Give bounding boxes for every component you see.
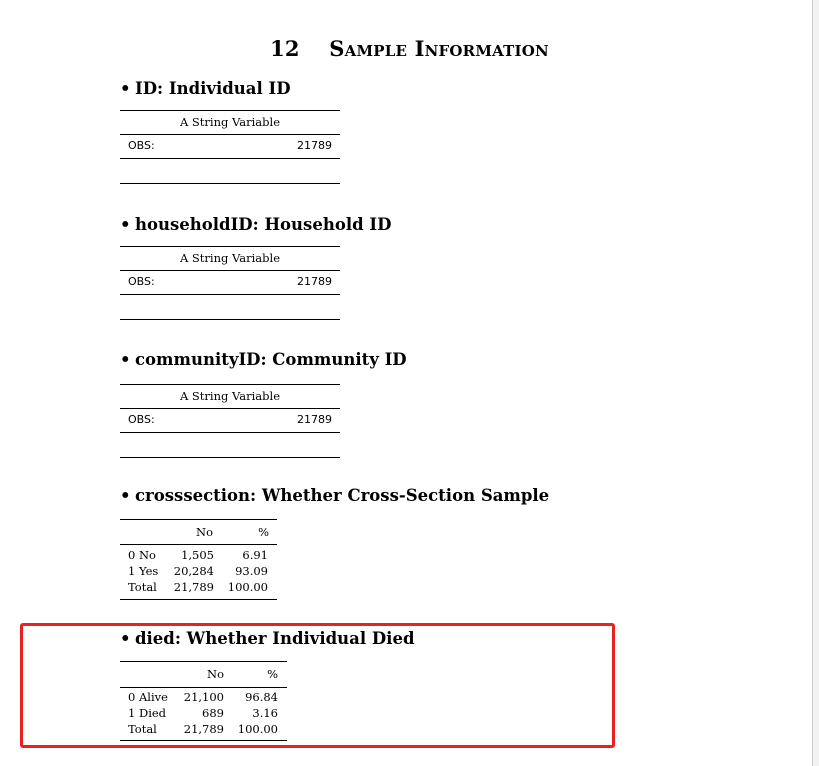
section-heading <box>0 36 819 61</box>
variable-name: died: Whether Individual Died <box>135 629 415 648</box>
variable-name: crosssection: Whether Cross-Section Sample <box>135 486 550 505</box>
row-percent: 3.16 <box>252 706 278 720</box>
row-count: 21,789 <box>173 580 214 594</box>
row-percent: 93.09 <box>235 564 268 578</box>
table-caption: A String Variable <box>179 389 281 403</box>
section-number: 12 <box>270 36 300 61</box>
obs-label: OBS: <box>128 413 155 426</box>
column-header-no: No <box>196 525 213 539</box>
table-caption: A String Variable <box>179 115 281 129</box>
obs-label: OBS: <box>128 275 155 288</box>
row-percent: 96.84 <box>245 690 278 704</box>
row-percent: 100.00 <box>227 580 268 594</box>
row-count: 20,284 <box>173 564 214 578</box>
column-header-pct: % <box>258 525 269 539</box>
variable-heading: • communityID: Community ID <box>120 350 407 369</box>
obs-value: 21789 <box>297 275 332 288</box>
obs-label: OBS: <box>128 139 155 152</box>
row-label: 0 Alive <box>128 690 168 704</box>
row-label: 1 Yes <box>128 564 159 578</box>
variable-name: communityID: Community ID <box>135 350 407 369</box>
table-caption: A String Variable <box>179 251 281 265</box>
row-label: Total <box>128 580 157 594</box>
row-count: 689 <box>202 706 224 720</box>
section-title: Sample Information <box>329 36 549 61</box>
variable-heading: • crosssection: Whether Cross-Section Sample <box>120 486 550 505</box>
row-label: 1 Died <box>128 706 167 720</box>
column-header-no: No <box>207 667 224 681</box>
obs-value: 21789 <box>297 139 332 152</box>
variable-name: ID: Individual ID <box>135 79 291 98</box>
row-percent: 6.91 <box>242 548 268 562</box>
page-edge <box>812 0 819 766</box>
variable-heading: • householdID: Household ID <box>120 215 392 234</box>
obs-value: 21789 <box>297 413 332 426</box>
row-count: 1,505 <box>181 548 214 562</box>
column-header-pct: % <box>267 667 278 681</box>
row-percent: 100.00 <box>237 722 278 736</box>
variable-heading: • died: Whether Individual Died <box>120 629 415 648</box>
row-count: 21,789 <box>183 722 224 736</box>
row-label: Total <box>128 722 157 736</box>
variable-heading: • ID: Individual ID <box>120 79 291 98</box>
row-label: 0 No <box>128 548 156 562</box>
row-count: 21,100 <box>183 690 224 704</box>
variable-name: householdID: Household ID <box>135 215 392 234</box>
